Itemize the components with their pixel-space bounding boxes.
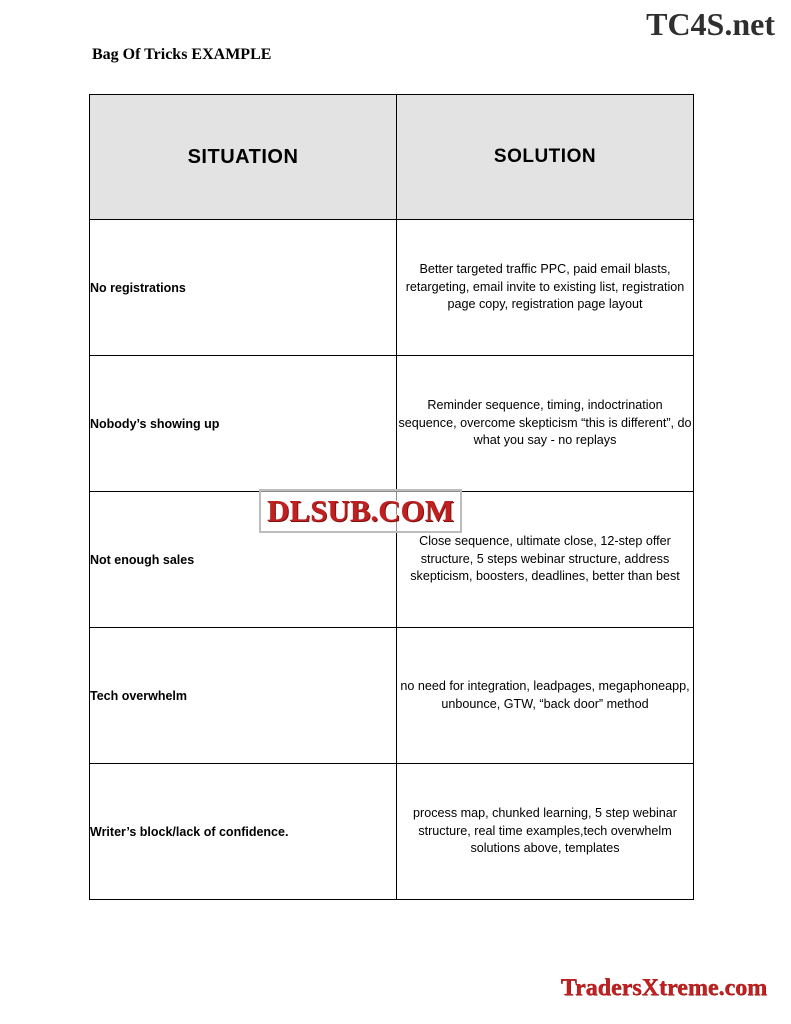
situation-cell: Not enough sales: [90, 492, 397, 628]
table-row: [90, 628, 694, 764]
column-header-situation-label: SITUATION: [187, 145, 299, 168]
situation-cell: Writer’s block/lack of confidence.: [90, 764, 397, 900]
table-row: [90, 220, 694, 356]
page-title: Bag Of Tricks EXAMPLE: [92, 46, 272, 63]
situation-cell: Tech overwhelm: [90, 628, 397, 764]
solution-cell: Reminder sequence, timing, indoctrination sequence, overcome skepticism “this is different”, do what you say - no replays: [397, 356, 694, 492]
center-watermark: DLSUB.COM: [259, 489, 462, 533]
solution-cell: process map, chunked learning, 5 step webinar structure, real time examples,tech overwhelm solutions above, templates: [397, 764, 694, 900]
solution-cell: Close sequence, ultimate close, 12-step offer structure, 5 steps webinar structure, address skepticism, boosters, deadlines, better than best: [397, 492, 694, 628]
situation-cell: No registrations: [90, 220, 397, 356]
top-watermark: TC4S.net: [646, 6, 775, 42]
column-header-situation: [90, 95, 397, 220]
solution-cell: no need for integration, leadpages, megaphoneapp, unbounce, GTW, “back door” method: [397, 628, 694, 764]
table-row: [90, 764, 694, 900]
solution-cell: Better targeted traffic PPC, paid email blasts, retargeting, email invite to existing list, registration page copy, registration page layout: [397, 220, 694, 356]
column-header-solution-label: SOLUTION: [493, 146, 597, 167]
bottom-watermark: TradersXtreme.com: [560, 975, 767, 1001]
situation-cell: Nobody’s showing up: [90, 356, 397, 492]
table-row: [90, 356, 694, 492]
table-header-row: [90, 95, 694, 220]
column-header-solution: [397, 95, 694, 220]
